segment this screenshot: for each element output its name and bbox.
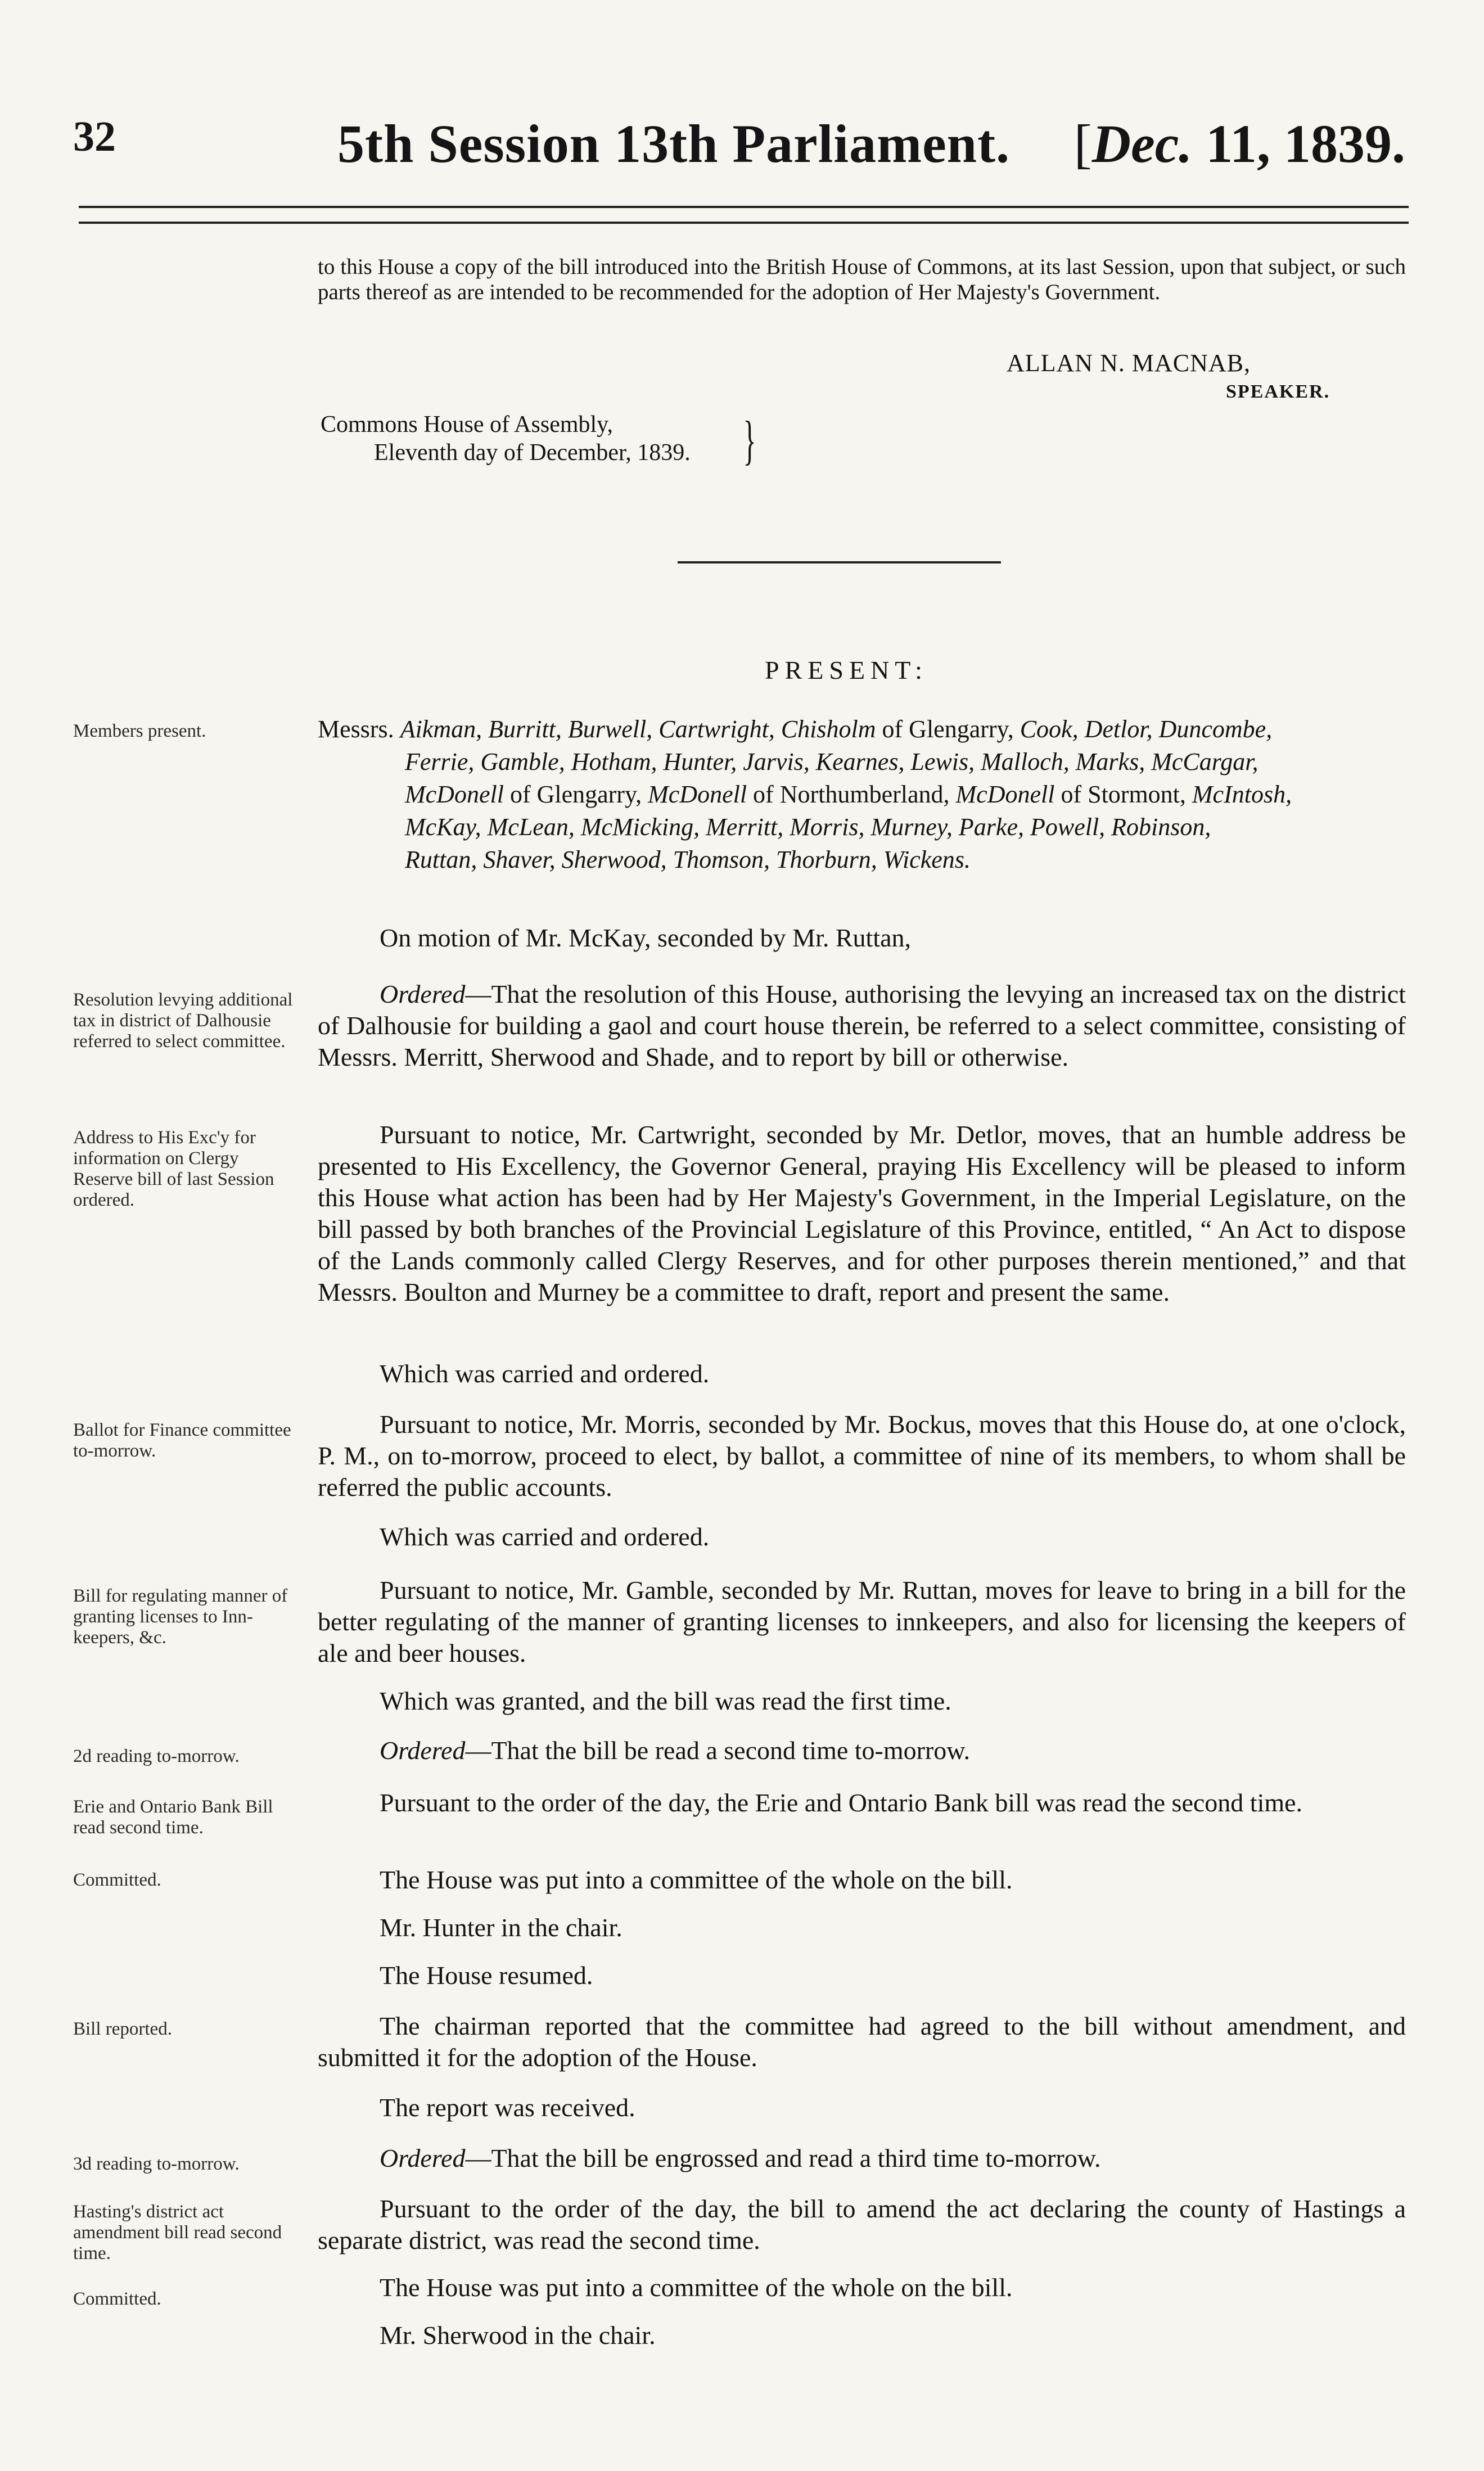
margin-note-ballot: Ballot for Finance committee to-morrow. [73, 1420, 291, 1461]
ballot-paragraph: Pursuant to notice, Mr. Morris, seconded by Mr. Bockus, moves that this House do, at one o'clock, P. M., on to-morrow, proceed to elect, by ballot, a committee of nine of its members, to whom shall be referred the public accounts. [318, 1410, 1406, 1501]
margin-note-address: Address to His Exc'y for information on Clergy Reserve bill of last Session ordered. [73, 1128, 274, 1210]
header-date [1074, 112, 1405, 175]
gamble-paragraph: Pursuant to notice, Mr. Gamble, seconded by Mr. Ruttan, moves for leave to bring in a bill for the better regulating of the manner of granting licenses to innkeepers, and also for licensing the keepers of ale and beer houses. [318, 1576, 1406, 1667]
place-line: Commons House of Assembly, [321, 412, 613, 438]
margin-note-bill-regulating: Bill for regulating manner of granting licenses to Inn-keepers, &c. [73, 1586, 288, 1648]
margin-note-resolution: Resolution levying additional tax in district of Dalhousie referred to select committee. [73, 990, 293, 1052]
carried-line-1: Which was carried and ordered. [380, 1359, 710, 1388]
motion-line: On motion of Mr. McKay, seconded by Mr. Ruttan, [380, 923, 912, 952]
members-line-1: Messrs. Aikman, Burritt, Burwell, Cartwright, Chisholm of Glengarry, Cook, Detlor, Duncombe, [318, 715, 1273, 743]
place-and-date [321, 411, 691, 467]
ordered-second-reading: Ordered—That the bill be read a second time to-morrow. [380, 1736, 971, 1765]
hastings-paragraph: Pursuant to the order of the day, the bill to amend the act declaring the county of Hastings a separate district, was read the second time. [318, 2194, 1406, 2254]
section-divider [678, 561, 1001, 563]
erie-paragraph: Pursuant to the order of the day, the Erie and Ontario Bank bill was read the second time. [380, 1788, 1303, 1817]
brace-glyph: } [743, 410, 756, 470]
members-line-3: McDonell of Glengarry, McDonell of Northumberland, McDonell of Stormont, McIntosh, [405, 781, 1292, 808]
margin-note-members: Members present. [73, 721, 206, 741]
members-line-5: Ruttan, Shaver, Sherwood, Thomson, Thorburn, Wickens. [405, 846, 971, 873]
margin-note-committed-2: Committed. [73, 2289, 161, 2309]
address-paragraph: Pursuant to notice, Mr. Cartwright, seconded by Mr. Detlor, moves, that an humble address be presented to His Excellency, the Governor General, praying His Excellency will be pleased to inform this House what action has been had by Her Majesty's Government, in the Imperial Legislature, on the bill passed by both branches of the Provincial Legislature of this Province, entitled, “ An Act to dispose of the Lands commonly called Clergy Reserves, and for other purposes therein mentioned,” and that Messrs. Boulton and Murney be a committee to draft, report and present the same. [318, 1120, 1406, 1306]
page-header [73, 107, 1405, 174]
date-bracket: [ [1073, 114, 1092, 174]
margin-note-second-reading: 2d reading to-morrow. [73, 1746, 240, 1766]
speaker-title: SPEAKER. [1226, 381, 1330, 402]
ordered-resolution-paragraph: Ordered—That the resolution of this House, authorising the levying an increased tax on the district of Dalhousie for building a gaol and court house therein, be referred to a select committee, consisting of Messrs. Merritt, Sherwood and Shade, and to report by bill or otherwise. [318, 980, 1406, 1071]
committee-line-1: The House was put into a committee of the whole on the bill. [380, 1865, 1013, 1894]
members-line-2: Ferrie, Gamble, Hotham, Hunter, Jarvis, Kearnes, Lewis, Malloch, Marks, McCargar, [405, 748, 1259, 775]
speaker-name: ALLAN N. MACNAB, [1007, 349, 1251, 377]
chair-line-1: Mr. Hunter in the chair. [380, 1913, 623, 1942]
header-double-rule [79, 206, 1409, 224]
committee-line-2: The House was put into a committee of the whole on the bill. [380, 2273, 1013, 2302]
carried-line-2: Which was carried and ordered. [380, 1522, 710, 1551]
date-day-year: 11, 1839. [1192, 114, 1405, 174]
granted-line: Which was granted, and the bill was read the first time. [380, 1687, 951, 1715]
page-number: 32 [73, 113, 116, 160]
chair-line-2: Mr. Sherwood in the chair. [380, 2321, 656, 2350]
date-line: Eleventh day of December, 1839. [374, 440, 691, 466]
members-line-4: McKay, McLean, McMicking, Merritt, Morris, Murney, Parke, Powell, Robinson, [405, 813, 1211, 841]
ordered-third-reading: Ordered—That the bill be engrossed and read a third time to-morrow. [380, 2144, 1101, 2172]
margin-note-third-reading: 3d reading to-morrow. [73, 2154, 240, 2174]
margin-note-erie: Erie and Ontario Bank Bill read second time. [73, 1797, 273, 1838]
date-month: Dec. [1091, 114, 1193, 174]
resumed-line: The House resumed. [380, 1961, 593, 1990]
present-heading: PRESENT: [765, 656, 928, 684]
reported-paragraph: The chairman reported that the committee had agreed to the bill without amendment, and submitted it for the adoption of the House. [318, 2012, 1406, 2072]
margin-note-committed-1: Committed. [73, 1870, 161, 1890]
running-title: 5th Session 13th Parliament. [337, 114, 1011, 174]
margin-note-hastings: Hasting's district act amendment bill read second time. [73, 2202, 282, 2263]
intro-paragraph: to this House a copy of the bill introduced into the British House of Commons, at its last Session, upon that subject, or such parts thereof as are intended to be recommended for the adoption of Her Majesty's Government. [318, 255, 1406, 304]
margin-note-bill-reported: Bill reported. [73, 2019, 172, 2039]
members-list [318, 713, 1406, 876]
received-line: The report was received. [380, 2093, 635, 2122]
